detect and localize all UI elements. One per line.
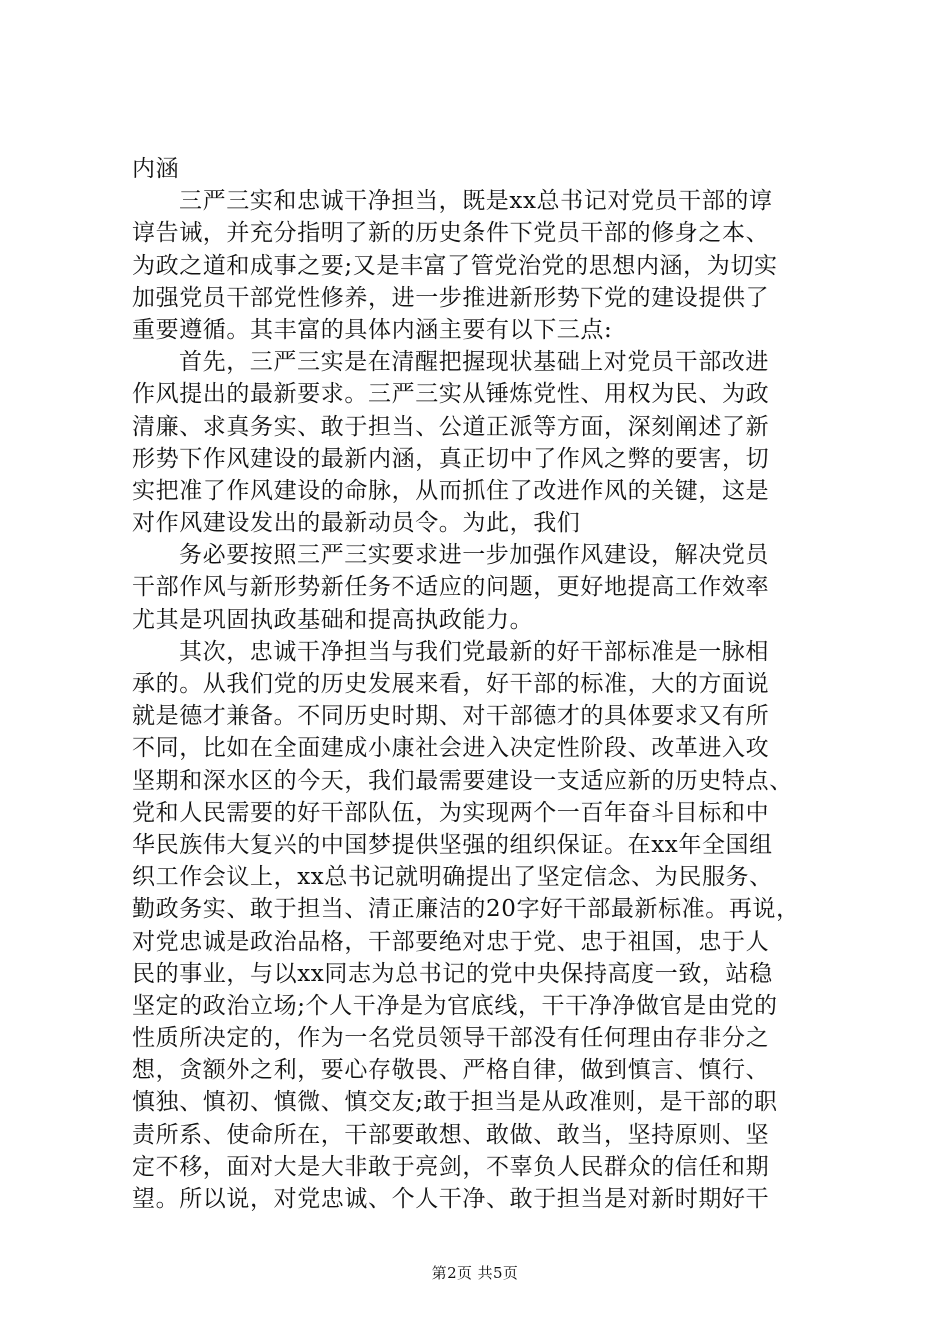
text-line: 望。所以说，对党忠诚、个人干净、敢于担当是对新时期好干 <box>132 1186 770 1212</box>
text-line: 对作风建设发出的最新动员令。为此，我们 <box>132 510 581 537</box>
text-line: 织工作会议上，xx总书记就明确提出了坚定信念、为民服务、 <box>132 864 773 891</box>
text-line: 慎独、慎初、慎微、慎交友;敢于担当是从政准则，是干部的职 <box>132 1089 778 1116</box>
text-line: 定不移，面对大是大非敢于亮剑，不辜负人民群众的信任和期 <box>132 1153 770 1180</box>
text-line: 不同，比如在全面建成小康社会进入决定性阶段、改革进入攻 <box>132 735 770 762</box>
text-line: 对党忠诚是政治品格，干部要绝对忠于党、忠于祖国，忠于人 <box>132 928 770 955</box>
text-line: 作风提出的最新要求。三严三实从锤炼党性、用权为民、为政 <box>132 381 770 408</box>
text-line: 务必要按照三严三实要求进一步加强作风建设，解决党员 <box>179 542 769 569</box>
text-line: 其次，忠诚干净担当与我们党最新的好干部标准是一脉相 <box>179 638 769 665</box>
text-line: 坚定的政治立场;个人干净是为官底线，干干净净做官是由党的 <box>132 992 778 1019</box>
text-line: 内涵 <box>132 156 180 182</box>
text-line: 尤其是巩固执政基础和提高执政能力。 <box>132 606 534 633</box>
text-line: 清廉、求真务实、敢于担当、公道正派等方面，深刻阐述了新 <box>132 413 770 440</box>
text-line: 性质所决定的，作为一名党员领导干部没有任何理由存非分之 <box>132 1025 770 1052</box>
text-line: 党和人民需要的好干部队伍，为实现两个一百年奋斗目标和中 <box>132 799 770 826</box>
text-line: 就是德才兼备。不同历史时期、对干部德才的具体要求又有所 <box>132 703 770 730</box>
text-line: 谆告诫，并充分指明了新的历史条件下党员干部的修身之本、 <box>132 220 770 247</box>
text-line: 首先，三严三实是在清醒把握现状基础上对党员干部改进 <box>179 349 769 376</box>
text-line: 想，贪额外之利，要心存敬畏、严格自律，做到慎言、慎行、 <box>132 1057 770 1084</box>
text-line: 重要遵循。其丰富的具体内涵主要有以下三点: <box>132 316 613 343</box>
text-line: 三严三实和忠诚干净担当，既是xx总书记对党员干部的谆 <box>179 188 773 215</box>
text-line: 承的。从我们党的历史发展来看，好干部的标准，大的方面说 <box>132 671 770 697</box>
text-line: 干部作风与新形势新任务不适应的问题，更好地提高工作效率 <box>132 574 770 601</box>
page-footer: 第2页 共5页 <box>431 1264 519 1282</box>
text-line: 勤政务实、敢于担当、清正廉洁的20字好干部最新标准。再说， <box>132 896 800 923</box>
text-line: 加强党员干部党性修养，进一步推进新形势下党的建设提供了 <box>132 284 770 311</box>
text-line: 责所系、使命所在，干部要敢想、敢做、敢当，坚持原则、坚 <box>132 1121 770 1148</box>
text-line: 华民族伟大复兴的中国梦提供坚强的组织保证。在xx年全国组 <box>132 831 773 858</box>
text-line: 坚期和深水区的今天，我们最需要建设一支适应新的历史特点、 <box>132 767 793 794</box>
text-line: 民的事业，与以xx同志为总书记的党中央保持高度一致，站稳 <box>132 960 773 987</box>
text-line: 为政之道和成事之要;又是丰富了管党治党的思想内涵，为切实 <box>132 252 778 279</box>
text-line: 形势下作风建设的最新内涵，真正切中了作风之弊的要害，切 <box>132 445 770 472</box>
document-body <box>132 153 832 1215</box>
text-line: 实把准了作风建设的命脉，从而抓住了改进作风的关键，这是 <box>132 477 770 504</box>
